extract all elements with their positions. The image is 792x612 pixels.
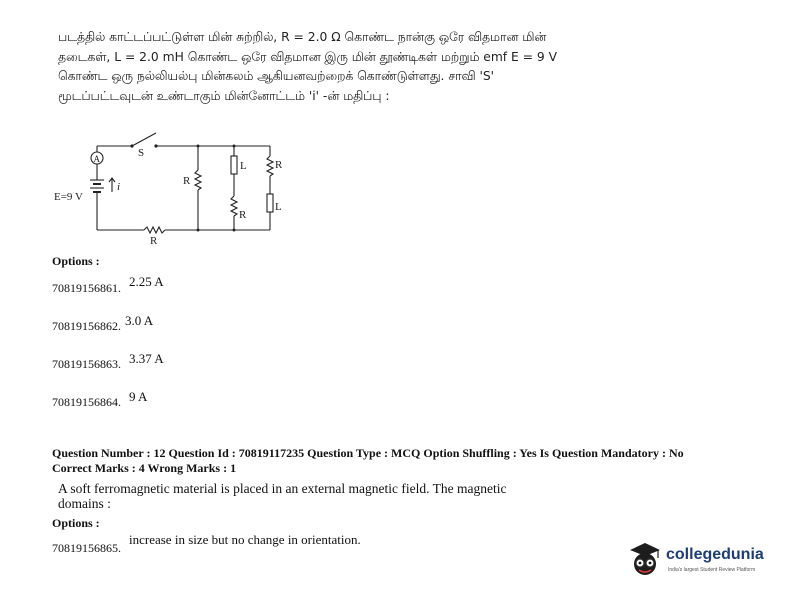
option-id: 70819156864. [52, 395, 121, 409]
option-id: 70819156862. [52, 319, 121, 333]
collegedunia-logo [626, 540, 766, 584]
resistor-bottom [144, 227, 165, 233]
resistor-branch-1-label: R [183, 175, 191, 187]
logo-wordmark: collegedunia [666, 546, 764, 563]
question-line: தடைகள், L = 2.0 mH கொண்ட ஒரே விதமான இரு மின் தூண்டிகள் மற்றும் emf E = 9 V [58, 49, 558, 64]
question-text-tamil [58, 28, 618, 106]
switch-lever [132, 133, 156, 146]
option-value[interactable]: 2.25 A [129, 274, 164, 289]
question-marks-line: Correct Marks : 4 Wrong Marks : 1 [52, 461, 237, 475]
option-id: 70819156865. [52, 541, 121, 555]
logo-tagline: India's largest Student Review Platform [668, 567, 756, 573]
resistor-branch-2 [231, 196, 237, 216]
question-line: கொண்ட ஒரு நல்லியல்பு மின்கலம் ஆகியனவற்றைக் கொண்டுள்ளது. சாவி 'S' [58, 69, 495, 83]
resistor-branch-1 [195, 170, 201, 190]
inductor-branch-3 [267, 194, 273, 212]
question-line: domains : [58, 496, 111, 511]
circuit-diagram [52, 128, 282, 252]
resistor-branch-3 [267, 156, 273, 176]
options-header: Options : [52, 516, 100, 530]
question-line: மூடப்பட்டவுடன் உண்டாகும் மின்னோட்டம் 'i' -ன் மதிப்பு : [58, 88, 390, 103]
graduate-mascot-icon [626, 540, 664, 584]
ammeter-label: A [93, 154, 100, 164]
emf-label: E=9 V [54, 191, 83, 203]
switch-label: S [138, 147, 145, 159]
question-line: படத்தில் காட்டப்பட்டுள்ள மின் சுற்றில், R = 2.0 Ω கொண்ட நான்கு ஒரே விதமான மின் [58, 30, 547, 44]
option-id: 70819156863. [52, 357, 121, 371]
option-value[interactable]: increase in size but no change in orientation. [129, 532, 361, 547]
inductor-branch-2-label: L [240, 160, 247, 172]
option-value[interactable]: 9 A [129, 389, 148, 404]
question-meta-line: Question Number : 12 Question Id : 70819117235 Question Type : MCQ Option Shuffling : Yes Is Question Mandatory : No [52, 446, 684, 460]
option-id: 70819156861. [52, 281, 121, 295]
current-label: i [117, 181, 121, 193]
inductor-branch-3-label: L [275, 201, 282, 213]
inductor-branch-2 [231, 156, 237, 174]
resistor-bottom-label: R [150, 235, 158, 247]
options-header: Options : [52, 254, 100, 268]
option-value[interactable]: 3.37 A [129, 351, 164, 366]
question-text-english [58, 481, 598, 511]
resistor-branch-2-label: R [239, 209, 247, 221]
option-value[interactable]: 3.0 A [125, 313, 154, 328]
resistor-branch-3-label: R [275, 159, 282, 171]
question-line: A soft ferromagnetic material is placed in an external magnetic field. The magnetic [58, 481, 507, 496]
